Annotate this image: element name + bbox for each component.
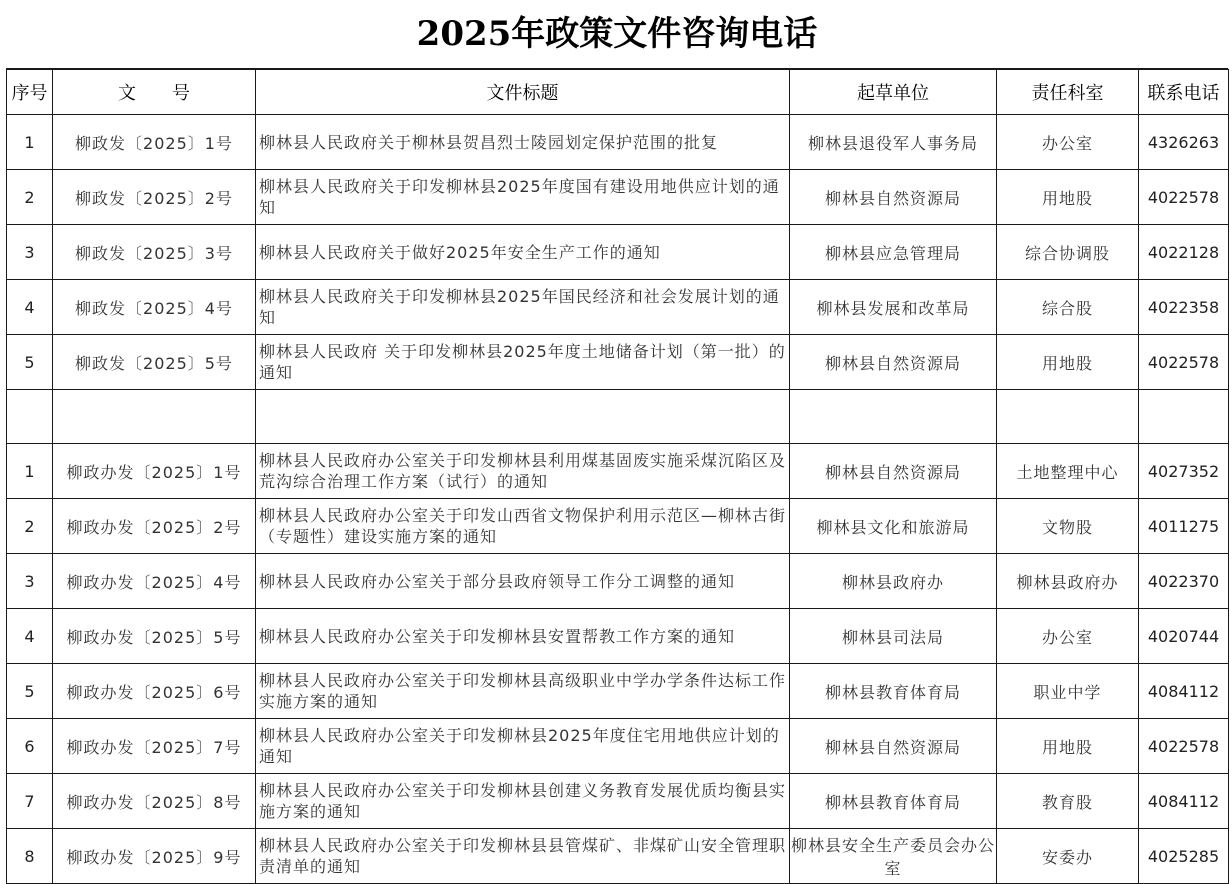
cell-dept: 职业中学 [997,664,1139,719]
cell-phone: 4025285 [1139,829,1229,884]
cell-doc-no: 柳政发〔2025〕2号 [53,170,256,225]
table-row [7,115,1229,170]
cell-doc-no: 柳政办发〔2025〕8号 [53,774,256,829]
cell-phone: 4326263 [1139,115,1229,170]
cell-doc-no: 柳政办发〔2025〕2号 [53,499,256,554]
cell-dept: 用地股 [997,335,1139,390]
empty-cell [256,390,790,444]
cell-seq: 4 [7,280,53,335]
cell-dept: 文物股 [997,499,1139,554]
cell-doc-no: 柳政发〔2025〕3号 [53,225,256,280]
cell-drafter: 柳林县安全生产委员会办公室 [790,829,997,884]
cell-doc-no: 柳政办发〔2025〕6号 [53,664,256,719]
cell-dept: 综合股 [997,280,1139,335]
cell-doc-title: 柳林县人民政府办公室关于印发柳林县安置帮教工作方案的通知 [256,609,790,664]
table-body [7,115,1229,884]
cell-dept: 土地整理中心 [997,444,1139,499]
cell-phone: 4022578 [1139,170,1229,225]
cell-seq: 2 [7,499,53,554]
cell-phone: 4027352 [1139,444,1229,499]
header-drafter: 起草单位 [790,70,997,115]
cell-dept: 办公室 [997,115,1139,170]
cell-drafter: 柳林县司法局 [790,609,997,664]
empty-cell [790,390,997,444]
cell-doc-title: 柳林县人民政府关于柳林县贺昌烈士陵园划定保护范围的批复 [256,115,790,170]
cell-dept: 用地股 [997,170,1139,225]
cell-phone: 4022358 [1139,280,1229,335]
cell-doc-no: 柳政办发〔2025〕7号 [53,719,256,774]
cell-seq: 3 [7,225,53,280]
cell-drafter: 柳林县自然资源局 [790,335,997,390]
cell-doc-no: 柳政发〔2025〕4号 [53,280,256,335]
cell-doc-no: 柳政办发〔2025〕9号 [53,829,256,884]
cell-seq: 5 [7,335,53,390]
cell-seq: 6 [7,719,53,774]
cell-phone: 4022128 [1139,225,1229,280]
cell-seq: 2 [7,170,53,225]
cell-doc-no: 柳政办发〔2025〕5号 [53,609,256,664]
table-row [7,664,1229,719]
cell-seq: 5 [7,664,53,719]
header-doc-title: 文件标题 [256,70,790,115]
empty-cell [53,390,256,444]
empty-cell [7,390,53,444]
cell-phone: 4084112 [1139,664,1229,719]
table-row [7,225,1229,280]
cell-seq: 4 [7,609,53,664]
cell-drafter: 柳林县应急管理局 [790,225,997,280]
cell-dept: 综合协调股 [997,225,1139,280]
page-title: 2025年政策文件咨询电话 [6,0,1228,69]
cell-doc-title: 柳林县人民政府办公室关于印发柳林县利用煤基固废实施采煤沉陷区及荒沟综合治理工作方案（试行）的通知 [256,444,790,499]
cell-phone: 4022578 [1139,719,1229,774]
table-row [7,335,1229,390]
cell-dept: 教育股 [997,774,1139,829]
cell-dept: 安委办 [997,829,1139,884]
table-row [7,719,1229,774]
cell-doc-no: 柳政发〔2025〕1号 [53,115,256,170]
empty-cell [1139,390,1229,444]
header-seq: 序号 [7,70,53,115]
cell-doc-title: 柳林县人民政府关于印发柳林县2025年度国有建设用地供应计划的通知 [256,170,790,225]
cell-dept: 用地股 [997,719,1139,774]
cell-doc-title: 柳林县人民政府办公室关于印发柳林县高级职业中学办学条件达标工作实施方案的通知 [256,664,790,719]
cell-doc-title: 柳林县人民政府关于做好2025年安全生产工作的通知 [256,225,790,280]
cell-drafter: 柳林县发展和改革局 [790,280,997,335]
cell-seq: 3 [7,554,53,609]
cell-seq: 1 [7,115,53,170]
cell-phone: 4011275 [1139,499,1229,554]
cell-doc-title: 柳林县人民政府办公室关于印发柳林县县管煤矿、非煤矿山安全管理职责清单的通知 [256,829,790,884]
cell-doc-no: 柳政发〔2025〕5号 [53,335,256,390]
table-row [7,774,1229,829]
cell-phone: 4022370 [1139,554,1229,609]
cell-seq: 1 [7,444,53,499]
table-row [7,609,1229,664]
cell-doc-no: 柳政办发〔2025〕4号 [53,554,256,609]
table-row [7,280,1229,335]
header-phone: 联系电话 [1139,70,1229,115]
cell-doc-title: 柳林县人民政府 关于印发柳林县2025年度土地储备计划（第一批）的通知 [256,335,790,390]
table-row [7,554,1229,609]
cell-drafter: 柳林县政府办 [790,554,997,609]
table-row [7,499,1229,554]
cell-dept: 柳林县政府办 [997,554,1139,609]
table-row [7,829,1229,884]
header-doc-no: 文 号 [53,70,256,115]
header-row [7,70,1229,115]
cell-drafter: 柳林县教育体育局 [790,664,997,719]
cell-doc-title: 柳林县人民政府办公室关于印发柳林县2025年度住宅用地供应计划的通知 [256,719,790,774]
cell-doc-title: 柳林县人民政府办公室关于部分县政府领导工作分工调整的通知 [256,554,790,609]
cell-seq: 7 [7,774,53,829]
cell-drafter: 柳林县教育体育局 [790,774,997,829]
spreadsheet [6,0,1228,884]
cell-doc-title: 柳林县人民政府办公室关于印发山西省文物保护利用示范区—柳林古街（专题性）建设实施方案的通知 [256,499,790,554]
cell-phone: 4022578 [1139,335,1229,390]
header-dept: 责任科室 [997,70,1139,115]
cell-drafter: 柳林县自然资源局 [790,170,997,225]
cell-phone: 4084112 [1139,774,1229,829]
empty-cell [997,390,1139,444]
cell-doc-no: 柳政办发〔2025〕1号 [53,444,256,499]
cell-phone: 4020744 [1139,609,1229,664]
blank-row [7,390,1229,444]
cell-doc-title: 柳林县人民政府关于印发柳林县2025年国民经济和社会发展计划的通知 [256,280,790,335]
cell-drafter: 柳林县自然资源局 [790,444,997,499]
table-row [7,444,1229,499]
cell-drafter: 柳林县自然资源局 [790,719,997,774]
cell-doc-title: 柳林县人民政府办公室关于印发柳林县创建义务教育发展优质均衡县实施方案的通知 [256,774,790,829]
cell-drafter: 柳林县文化和旅游局 [790,499,997,554]
cell-seq: 8 [7,829,53,884]
policy-table [6,69,1229,884]
cell-dept: 办公室 [997,609,1139,664]
table-row [7,170,1229,225]
cell-drafter: 柳林县退役军人事务局 [790,115,997,170]
